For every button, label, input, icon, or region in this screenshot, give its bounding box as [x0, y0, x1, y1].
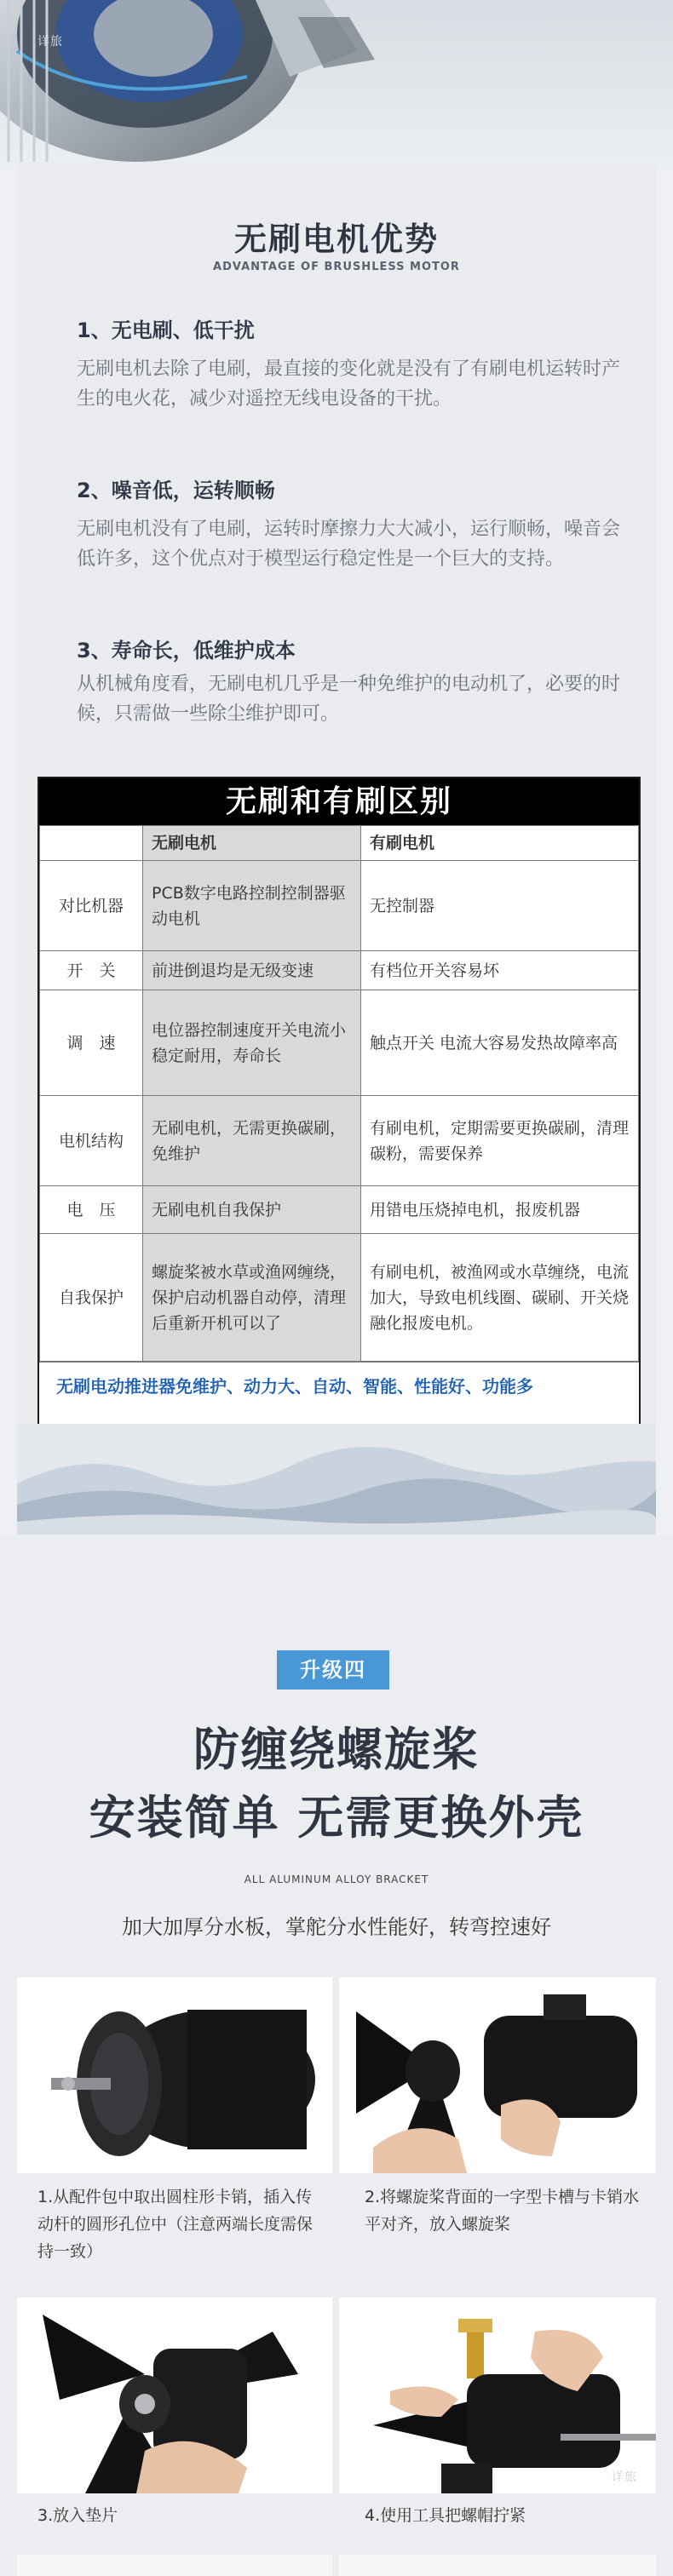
step-photo-partial [339, 2555, 656, 2576]
brushless-cell: 螺旋桨被水草或渔网缠绕，保护启动机器自动停，清理后重新开机可以了 [143, 1234, 361, 1362]
row-label: 自我保护 [40, 1234, 143, 1362]
step-caption: 1.从配件包中取出圆柱形卡销，插入传动杆的圆形孔位中（注意两端长度需保持一致） [37, 2188, 313, 2261]
row-label: 对比机器 [40, 861, 143, 951]
table-row [40, 990, 639, 1096]
brushed-cell: 触点开关 电流大容易发热故障率高 [361, 990, 639, 1096]
upgrade-title-line2: 安装简单 无需更换外壳 [89, 1791, 584, 1845]
upgrade-title-line1: 防缠绕螺旋桨 [193, 1723, 480, 1776]
table-row [40, 951, 639, 990]
step-photo [17, 1977, 332, 2173]
brushed-cell: 有档位开关容易坏 [361, 951, 639, 990]
advantage-heading: 3、寿命长，低维护成本 [77, 639, 296, 663]
brushless-cell: 无刷电机自我保护 [143, 1186, 361, 1234]
section-title: 无刷电机优势 [233, 221, 439, 258]
motor-pin-insert-image [17, 1977, 332, 2173]
section-subtitle: ADVANTAGE OF BRUSHLESS MOTOR [213, 261, 460, 273]
advantage-body: 从机械角度看，无刷电机几乎是一种免维护的电动机了，必要的时候，只需做一些除尘维护即可。 [77, 674, 621, 725]
step-caption: 3.放入垫片 [37, 2506, 118, 2525]
step-caption: 4.使用工具把螺帽拧紧 [365, 2506, 526, 2525]
advantage-heading: 1、无电刷、低干扰 [77, 318, 255, 342]
brushed-cell: 有刷电机，被渔网或水草缠绕，电流加大，导致电机线圈、碳刷、开关烧融化报废电机。 [361, 1234, 639, 1362]
comparison-table [37, 777, 641, 1427]
step-photo-partial [17, 2555, 332, 2576]
tighten-nut-image [339, 2298, 656, 2493]
upgrade-caps: ALL ALUMINUM ALLOY BRACKET [244, 1873, 429, 1885]
table-row [40, 1234, 639, 1362]
table-row [40, 1096, 639, 1186]
step-photo [17, 2298, 332, 2493]
brushed-cell: 有刷电机，定期需要更换碳刷，清理碳粉，需要保养 [361, 1096, 639, 1186]
mountain-landscape-image [17, 1424, 656, 1535]
advantage-heading: 2、噪音低，运转顺畅 [77, 479, 275, 502]
row-label: 开 关 [40, 951, 143, 990]
table-header-cell: 有刷电机 [361, 826, 639, 861]
watermark-logo: 详旅 [612, 2470, 637, 2484]
table-title: 无刷和有刷区别 [39, 778, 639, 825]
advantage-body: 无刷电机没有了电刷，运转时摩擦力大大减小，运行顺畅，噪音会低许多，这个优点对于模型运行稳定性是一个巨大的支持。 [77, 519, 621, 570]
propeller-align-image [339, 1977, 656, 2173]
row-label: 电 压 [40, 1186, 143, 1234]
row-label: 电机结构 [40, 1096, 143, 1186]
watermark-logo: 详旅 [37, 35, 63, 49]
motor-banner-image [0, 0, 673, 170]
brushless-cell: PCB数字电路控制控制器驱动电机 [143, 861, 361, 951]
step-caption: 2.将螺旋桨背面的一字型卡槽与卡销水平对齐，放入螺旋桨 [365, 2188, 640, 2234]
table-footer-summary: 无刷电动推进器免维护、动力大、自动、智能、性能好、功能多 [39, 1362, 639, 1410]
table-header-cell: 无刷电机 [143, 826, 361, 861]
table-row [40, 861, 639, 951]
row-label: 调 速 [40, 990, 143, 1096]
table-header-row [40, 826, 639, 861]
brushed-cell: 用错电压烧掉电机，报废机器 [361, 1186, 639, 1234]
brushless-cell: 前进倒退均是无级变速 [143, 951, 361, 990]
table-row [40, 1186, 639, 1234]
upgrade-tagline: 加大加厚分水板，掌舵分水性能好，转弯控速好 [122, 1915, 551, 1939]
table-header-cell [40, 826, 143, 861]
comparison-grid [39, 825, 639, 1362]
advantage-body: 无刷电机去除了电刷，最直接的变化就是没有了有刷电机运转时产生的电火花，减少对遥控无线电设备的干扰。 [77, 359, 621, 410]
washer-insert-image [17, 2298, 332, 2493]
brushless-cell: 电位器控制速度开关电流小稳定耐用，寿命长 [143, 990, 361, 1096]
step-photo [339, 1977, 656, 2173]
step-photo [339, 2298, 656, 2493]
brushless-cell: 无刷电机，无需更换碳刷，免维护 [143, 1096, 361, 1186]
upgrade-badge: 升级四 [277, 1650, 389, 1690]
motor-illustration [0, 0, 673, 170]
brushed-cell: 无控制器 [361, 861, 639, 951]
